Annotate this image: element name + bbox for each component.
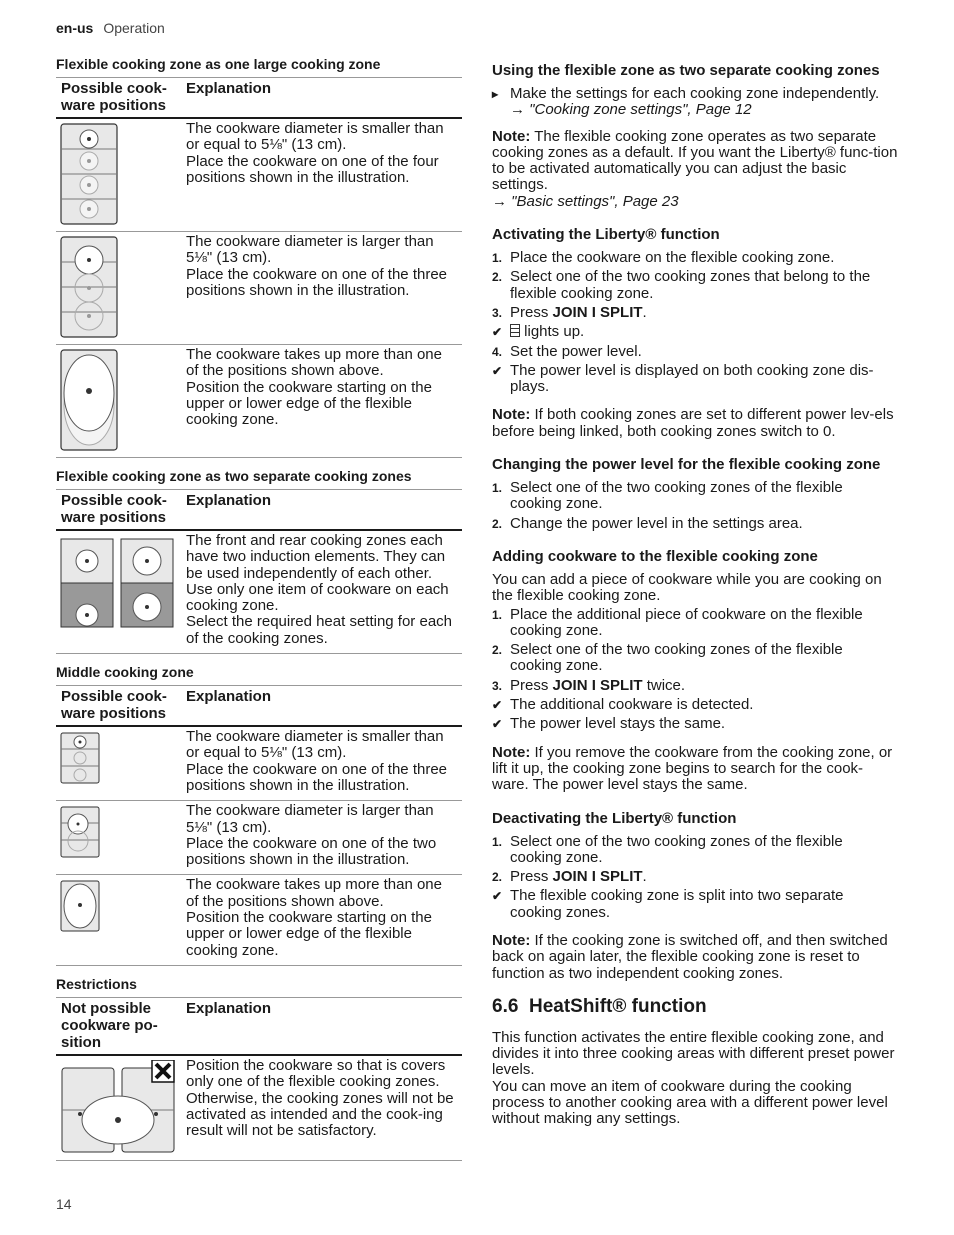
key-label: JOIN I SPLIT <box>552 676 643 694</box>
step-number: 2. <box>492 270 503 285</box>
list-item <box>492 269 898 302</box>
list-item <box>492 834 898 867</box>
list-item <box>492 888 898 921</box>
right-column <box>492 62 898 1136</box>
col-header-not-possible: Not possible cookware po- sition <box>56 997 181 1055</box>
note-label: Note: <box>492 406 531 424</box>
table1-caption: Flexible cooking zone as one large cooking zone <box>56 56 381 72</box>
page-reference: → "Cooking zone settings", Page 12 <box>510 101 752 119</box>
col-header-explanation: Explanation <box>181 490 462 531</box>
explanation-text: The cookware diameter is smaller than or equal to 5⅛" (13 cm). Place the cookware on one of the three positions shown in the illustration. <box>181 726 462 801</box>
list-item-text: Press <box>510 868 553 886</box>
instruction-list <box>492 86 898 119</box>
step-number: 1. <box>492 834 503 849</box>
check-icon: ✔ <box>492 698 503 713</box>
explanation-text: The cookware diameter is larger than 5⅛" (13 cm). Place the cookware on one of the two positions shown in the illustration. <box>181 801 462 875</box>
explanation-text: The cookware takes up more than one of the positions shown above. Position the cookware starting on the upper or lower edge of the flexible cooking zone. <box>181 875 462 965</box>
cooktop-illustration <box>56 345 181 458</box>
list-item <box>492 324 898 340</box>
step-number: 1. <box>492 251 503 266</box>
explanation-text: The cookware diameter is larger than 5⅛" (13 cm). Place the cookware on one of the three positions shown in the illustration. <box>181 232 462 345</box>
liberty-indicator-icon <box>510 324 520 337</box>
list-item-text: Press <box>510 676 553 694</box>
cooktop-illustration <box>56 875 181 965</box>
list-item-text: Select one of the two cooking zones of the flexible cooking zone. <box>510 479 843 513</box>
table-row <box>56 118 462 232</box>
step-number: 3. <box>492 305 503 320</box>
col-header-explanation: Explanation <box>181 997 462 1055</box>
table2-caption: Flexible cooking zone as two separate cooking zones <box>56 468 412 484</box>
note-label: Note: <box>492 127 531 145</box>
list-item-text: lights up. <box>520 323 585 341</box>
body-paragraph: This function activates the entire flexible cooking zone, and divides it into three cooking areas with different preset power levels. <box>492 1028 895 1079</box>
note-paragraph <box>492 745 898 794</box>
note-text: If the cooking zone is switched off, and then switched back on again later, the flexible cooking zone is reset to function as two independent cooking zones. <box>492 931 888 982</box>
list-item <box>492 697 898 713</box>
instruction-list <box>492 250 898 395</box>
section-title: Deactivating the Liberty® function <box>492 809 737 827</box>
cooktop-illustration <box>56 530 181 654</box>
col-header-explanation: Explanation <box>181 686 462 727</box>
note-paragraph <box>492 407 898 440</box>
section-title: Adding cookware to the flexible cooking zone <box>492 547 818 565</box>
section-title: Using the flexible zone as two separate cooking zones <box>492 62 880 79</box>
list-item-text: twice. <box>642 676 686 694</box>
list-item-text: Select one of the two cooking zones that belong to the flexible cooking zone. <box>510 268 871 302</box>
list-item-text: Change the power level in the settings area. <box>510 514 803 532</box>
body-paragraph: You can move an item of cookware during the cooking process to another cooking area with a different power level without making any settings. <box>492 1077 888 1128</box>
table-two-zones <box>56 489 462 654</box>
col-header-positions: Possible cook- ware positions <box>56 78 181 119</box>
col-header-positions: Possible cook- ware positions <box>56 686 181 727</box>
list-item <box>492 516 898 532</box>
check-icon: ✔ <box>492 889 503 904</box>
bullet-arrow-icon: ▸ <box>492 87 499 101</box>
step-number: 1. <box>492 607 503 622</box>
note-label: Note: <box>492 743 531 761</box>
list-item <box>492 607 898 640</box>
explanation-text: Position the cookware so that is covers only one of the flexible cooking zones. Otherwise, the cooking zones will not be activated as intended and the cook-ing result will not be satisfactory. <box>181 1055 462 1161</box>
table-row <box>56 875 462 965</box>
list-item-text: Place the cookware on the flexible cooking zone. <box>510 249 835 267</box>
step-number: 3. <box>492 678 503 693</box>
page-reference: → "Basic settings", Page 23 <box>492 192 679 210</box>
table-row <box>56 726 462 801</box>
check-icon: ✔ <box>492 717 503 732</box>
cooktop-illustration <box>56 118 181 232</box>
list-item <box>492 642 898 675</box>
explanation-text: The front and rear cooking zones each have two induction elements. They can be used independently of each other. Use only one item of cookware on each cooking zone. Select the required heat setting for each of the cooking zones. <box>181 530 462 654</box>
list-item-text: Select one of the two cooking zones of the flexible cooking zone. <box>510 641 843 675</box>
list-item-text: Make the settings for each cooking zone independently. <box>510 85 880 102</box>
cooktop-illustration <box>56 1055 181 1161</box>
page-header <box>56 20 165 36</box>
list-item <box>492 250 898 266</box>
table-row <box>56 1055 462 1161</box>
table3-caption: Middle cooking zone <box>56 664 194 681</box>
table-middle-zone <box>56 685 462 966</box>
list-item-text: . <box>642 303 647 321</box>
col-header-explanation: Explanation <box>181 78 462 119</box>
instruction-list <box>492 834 898 921</box>
list-item <box>492 363 898 396</box>
table4-caption: Restrictions <box>56 975 137 992</box>
check-icon: ✔ <box>492 363 503 378</box>
list-item-text: . <box>642 868 647 886</box>
list-item-text: The power level stays the same. <box>510 715 726 733</box>
table-row <box>56 232 462 345</box>
step-number: 2. <box>492 516 503 531</box>
list-item-text: Select one of the two cooking zones of the flexible cooking zone. <box>510 832 843 866</box>
table-row <box>56 801 462 875</box>
table-restrictions <box>56 997 462 1161</box>
language-code: en-us <box>56 20 94 36</box>
list-item <box>492 716 898 732</box>
list-item-text: Place the additional piece of cookware on the flexible cooking zone. <box>510 605 863 639</box>
list-item-text: The flexible cooking zone is split into two separate cooking zones. <box>510 887 844 921</box>
step-number: 2. <box>492 870 503 885</box>
note-text: If both cooking zones are set to different power lev-els before being linked, both cooking zones switch to 0. <box>492 406 894 440</box>
intro-paragraph: You can add a piece of cookware while you are cooking on the flexible cooking zone. <box>492 570 882 605</box>
key-label: JOIN I SPLIT <box>552 868 643 886</box>
instruction-list <box>492 607 898 733</box>
list-item <box>492 86 898 119</box>
section-title: Activating the Liberty® function <box>492 226 720 244</box>
note-text: The flexible cooking zone operates as two separate cooking zones as a default. If you want the Liberty® func-tion to be activated automatically you can adjust the basic settings. <box>492 127 898 194</box>
check-icon: ✔ <box>492 325 503 340</box>
chapter-heading: 6.6 HeatShift® function <box>492 995 707 1017</box>
list-item <box>492 305 898 321</box>
section-title: Changing the power level for the flexible cooking zone <box>492 456 881 474</box>
explanation-text: The cookware takes up more than one of the positions shown above. Position the cookware starting on the upper or lower edge of the flexible cooking zone. <box>181 345 462 458</box>
table-row <box>56 345 462 458</box>
note-paragraph <box>492 129 898 210</box>
list-item-text: Set the power level. <box>510 342 642 360</box>
step-number: 2. <box>492 643 503 658</box>
key-label: JOIN I SPLIT <box>552 303 643 321</box>
cooktop-illustration <box>56 726 181 801</box>
list-item-text: Press <box>510 303 553 321</box>
cooktop-illustration <box>56 232 181 345</box>
instruction-list <box>492 480 898 532</box>
cooktop-illustration <box>56 801 181 875</box>
left-column <box>56 56 462 1171</box>
col-header-positions: Possible cook- ware positions <box>56 490 181 531</box>
list-item <box>492 869 898 885</box>
step-number: 1. <box>492 481 503 496</box>
page-number: 14 <box>56 1196 72 1212</box>
list-item <box>492 678 898 694</box>
note-text: If you remove the cookware from the cooking zone, or lift it up, the cooking zone begins to search for the cook-ware. The power level stays the same. <box>492 743 893 794</box>
step-number: 4. <box>492 344 503 359</box>
note-label: Note: <box>492 931 531 949</box>
note-paragraph <box>492 933 898 982</box>
list-item <box>492 344 898 360</box>
table-one-large-zone <box>56 77 462 458</box>
list-item-text: The additional cookware is detected. <box>510 696 754 714</box>
list-item-text: The power level is displayed on both cooking zone dis-plays. <box>510 361 874 396</box>
explanation-text: The cookware diameter is smaller than or equal to 5⅛" (13 cm). Place the cookware on one of the four positions shown in the illustration. <box>181 118 462 232</box>
table-row <box>56 530 462 654</box>
section-name: Operation <box>103 20 165 36</box>
list-item <box>492 480 898 513</box>
